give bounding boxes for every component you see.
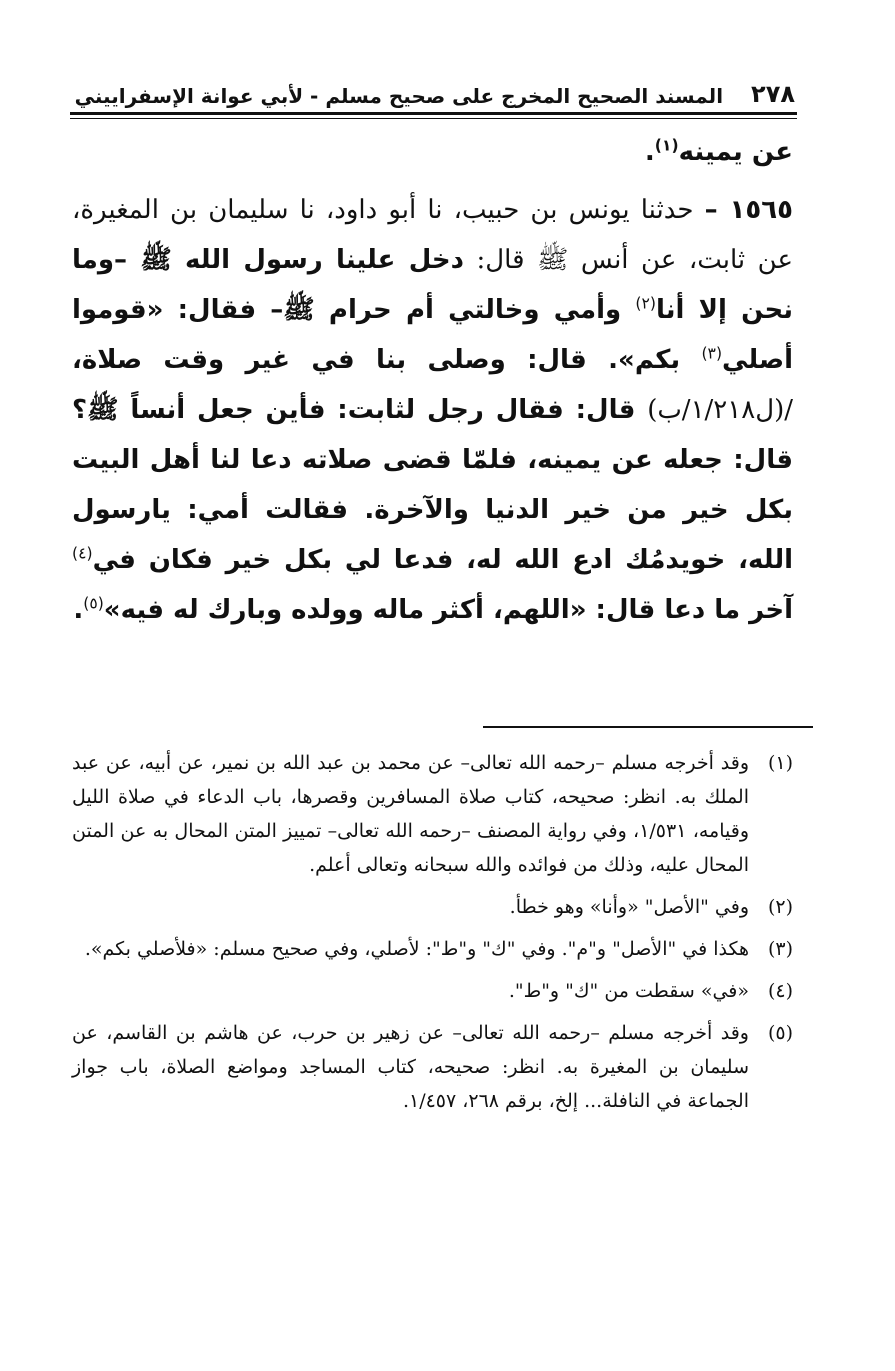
- continuation-line: [72, 127, 793, 177]
- matn-text-1: دخل علينا رسول الله ﷺ –وما نحن إلا أنا: [72, 245, 793, 325]
- footnote: [72, 932, 793, 966]
- footnote: [72, 974, 793, 1008]
- footnote-text: وقد أخرجه مسلم –رحمه الله تعالى– عن زهير بن حرب، عن هاشم بن القاسم، عن سليمان بن المغيرة به. انظر: صحيحه، كتاب المساجد ومواضع الصلاة، باب جواز الجماعة في النافلة... إلخ، برقم ٢٦٨، ١/٤٥٧.: [72, 1022, 749, 1112]
- header-title: المسند الصحيح المخرج على صحيح مسلم - لأبي عوانة الإسفراييني: [74, 84, 724, 108]
- footnote-ref-5: (٥): [83, 594, 104, 613]
- matn-text-4: بكم». قال: وصلى بنا في غير وقت صلاة،: [72, 345, 702, 375]
- footnote-number: (٣): [767, 938, 793, 960]
- footnote-text: هكذا في "الأصل" و"م". وفي "ك" و"ط": لأصلي، وفي صحيح مسلم: «فلأصلي بكم».: [84, 938, 749, 960]
- hadith-number: ١٥٦٥ –: [704, 195, 793, 225]
- manuscript-ref: /(ل١/٢١٨/ب): [647, 395, 793, 425]
- continuation-end: .: [644, 137, 655, 167]
- footnote-ref-2: (٢): [635, 294, 656, 313]
- footnote-number: (٥): [767, 1022, 793, 1044]
- footnote-ref-3: (٣): [701, 344, 723, 363]
- footnotes: [72, 746, 793, 1126]
- matn-text-2: وأمي وخالتي أم حرام ﷺ– فقال:: [163, 295, 636, 325]
- footnote-text: وقد أخرجه مسلم –رحمه الله تعالى– عن محمد بن عبد الله بن نمير، عن أبيه، عن عبد الملك به. انظر: صحيحه، كتاب صلاة المسافرين وقصرها، باب الدعاء في صلاة الليل وقيامه، ١/٥٣١، وفي رواية المصنف –رحمه الله تعالى– تمييز المتن المحال به عن المتن المحال عليه، وذلك من فوائده والله سبحانه وتعالى أعلم.: [72, 752, 749, 876]
- footnote: [72, 890, 793, 924]
- isnad-text: حدثنا يونس بن حبيب، نا أبو داود، نا سليمان بن المغيرة، عن ثابت، عن أنس ﷺ قال:: [72, 195, 793, 275]
- footnote-separator: [483, 726, 813, 728]
- footnote-number: (٢): [767, 896, 793, 918]
- footnote: [72, 1016, 793, 1118]
- header-rule-thin: [70, 118, 797, 119]
- footnote-text: «في» سقطت من "ك" و"ط".: [508, 980, 749, 1002]
- footnote-number: (٤): [767, 980, 793, 1002]
- header-rule-thick: [70, 112, 797, 115]
- hadith-paragraph: [72, 185, 793, 635]
- footnote-ref-1: (١): [654, 136, 679, 155]
- footnote: [72, 746, 793, 882]
- matn-end: .: [73, 595, 84, 625]
- footnote-ref-4: (٤): [72, 544, 93, 563]
- continuation-text: عن يمينه: [678, 137, 793, 167]
- matn-text-3: «قوموا أصلي: [72, 295, 793, 375]
- footnote-text: وفي "الأصل" «وأنا» وهو خطأ.: [509, 896, 749, 918]
- page-number: ٢٧٨: [751, 80, 795, 108]
- footnote-number: (١): [767, 752, 793, 774]
- main-text: [72, 127, 793, 635]
- matn-text-5: قال: فقال رجل لثابت: فأين جعل أنساً ﷺ؟ قال: جعله عن يمينه، فلمّا قضى صلاته دعا لنا أهل البيت بكل خير من خير الدنيا والآخرة. فقالت أمي: يارسول الله، خويدمُك ادع الله له، فدعا لي بكل خير فكان في: [72, 395, 793, 575]
- running-header: [72, 72, 795, 108]
- matn-text-6: آخر ما دعا قال: «اللهم، أكثر ماله وولده وبارك له فيه»: [103, 595, 793, 625]
